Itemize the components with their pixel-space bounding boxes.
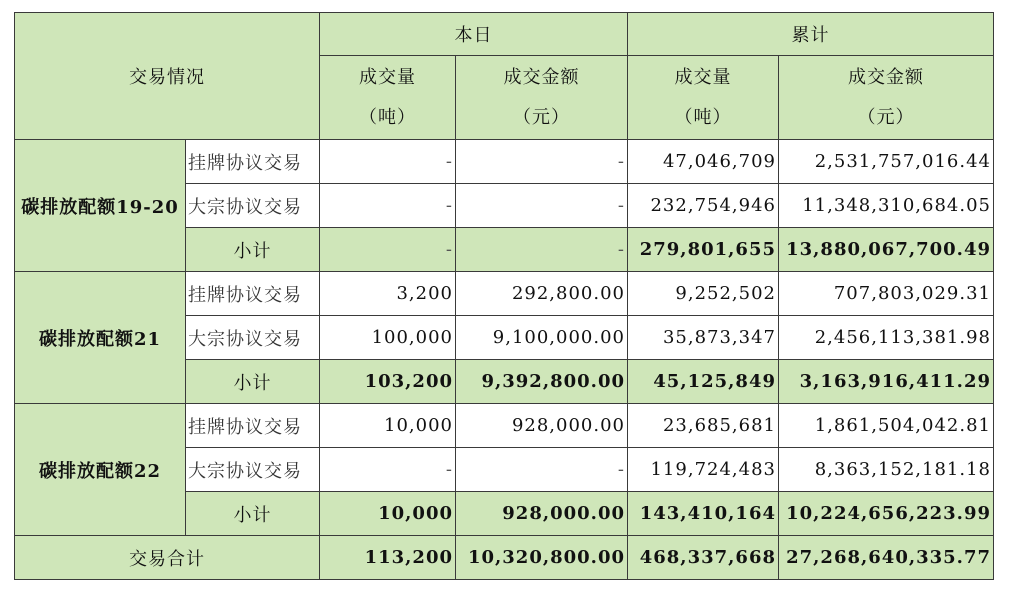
subtotal-label: 小计 [186, 360, 320, 404]
header-volume-unit: （吨） [674, 106, 732, 128]
cum-volume: 9,252,502 [628, 272, 779, 316]
today-amount: - [456, 140, 628, 184]
header-volume-label: 成交量 [674, 66, 732, 88]
table-row [15, 140, 994, 184]
table-row [15, 404, 994, 448]
subtotal-today-volume: 103,200 [320, 360, 456, 404]
header-today-volume [320, 56, 456, 140]
today-volume: - [320, 140, 456, 184]
header-volume-unit: （吨） [359, 106, 416, 128]
today-volume: 3,200 [320, 272, 456, 316]
subtotal-today-amount: 9,392,800.00 [456, 360, 628, 404]
today-amount: - [456, 448, 628, 492]
trade-type: 挂牌协议交易 [186, 404, 320, 448]
today-amount: 9,100,000.00 [456, 316, 628, 360]
subtotal-today-amount: 928,000.00 [456, 492, 628, 536]
today-volume: - [320, 448, 456, 492]
cum-amount: 707,803,029.31 [779, 272, 994, 316]
subtotal-cum-volume: 45,125,849 [628, 360, 779, 404]
today-amount: - [456, 184, 628, 228]
header-amount-label: 成交金额 [503, 66, 580, 88]
group-name: 碳排放配额22 [15, 404, 186, 536]
total-today-volume: 113,200 [320, 536, 456, 580]
subtotal-today-volume: 10,000 [320, 492, 456, 536]
subtotal-today-amount: - [456, 228, 628, 272]
header-amount-unit: （元） [857, 106, 915, 128]
subtotal-label: 小计 [186, 492, 320, 536]
cum-volume: 119,724,483 [628, 448, 779, 492]
cum-volume: 47,046,709 [628, 140, 779, 184]
cum-volume: 23,685,681 [628, 404, 779, 448]
today-volume: 10,000 [320, 404, 456, 448]
trade-type: 大宗协议交易 [186, 316, 320, 360]
trade-type: 挂牌协议交易 [186, 272, 320, 316]
cum-amount: 1,861,504,042.81 [779, 404, 994, 448]
header-volume-label: 成交量 [359, 66, 416, 88]
subtotal-cum-volume: 279,801,655 [628, 228, 779, 272]
today-volume: 100,000 [320, 316, 456, 360]
total-cum-amount: 27,268,640,335.77 [779, 536, 994, 580]
trade-summary-table [14, 12, 994, 580]
trade-type: 挂牌协议交易 [186, 140, 320, 184]
cum-amount: 2,456,113,381.98 [779, 316, 994, 360]
cum-volume: 35,873,347 [628, 316, 779, 360]
cum-amount: 2,531,757,016.44 [779, 140, 994, 184]
header-today: 本日 [320, 13, 628, 56]
cum-amount: 8,363,152,181.18 [779, 448, 994, 492]
subtotal-cum-volume: 143,410,164 [628, 492, 779, 536]
subtotal-label: 小计 [186, 228, 320, 272]
subtotal-cum-amount: 10,224,656,223.99 [779, 492, 994, 536]
trade-type: 大宗协议交易 [186, 184, 320, 228]
total-label: 交易合计 [15, 536, 320, 580]
header-amount-unit: （元） [513, 106, 570, 128]
group-name: 碳排放配额19-20 [15, 140, 186, 272]
header-cum-volume [628, 56, 779, 140]
total-row [15, 536, 994, 580]
header-today-amount [456, 56, 628, 140]
cum-volume: 232,754,946 [628, 184, 779, 228]
total-today-amount: 10,320,800.00 [456, 536, 628, 580]
group-name: 碳排放配额21 [15, 272, 186, 404]
today-amount: 928,000.00 [456, 404, 628, 448]
today-amount: 292,800.00 [456, 272, 628, 316]
header-cumulative: 累计 [628, 13, 994, 56]
header-trade-situation: 交易情况 [15, 13, 320, 140]
trade-type: 大宗协议交易 [186, 448, 320, 492]
cum-amount: 11,348,310,684.05 [779, 184, 994, 228]
total-cum-volume: 468,337,668 [628, 536, 779, 580]
subtotal-cum-amount: 13,880,067,700.49 [779, 228, 994, 272]
header-amount-label: 成交金额 [848, 66, 924, 88]
today-volume: - [320, 184, 456, 228]
table-row [15, 272, 994, 316]
subtotal-cum-amount: 3,163,916,411.29 [779, 360, 994, 404]
header-cum-amount [779, 56, 994, 140]
subtotal-today-volume: - [320, 228, 456, 272]
